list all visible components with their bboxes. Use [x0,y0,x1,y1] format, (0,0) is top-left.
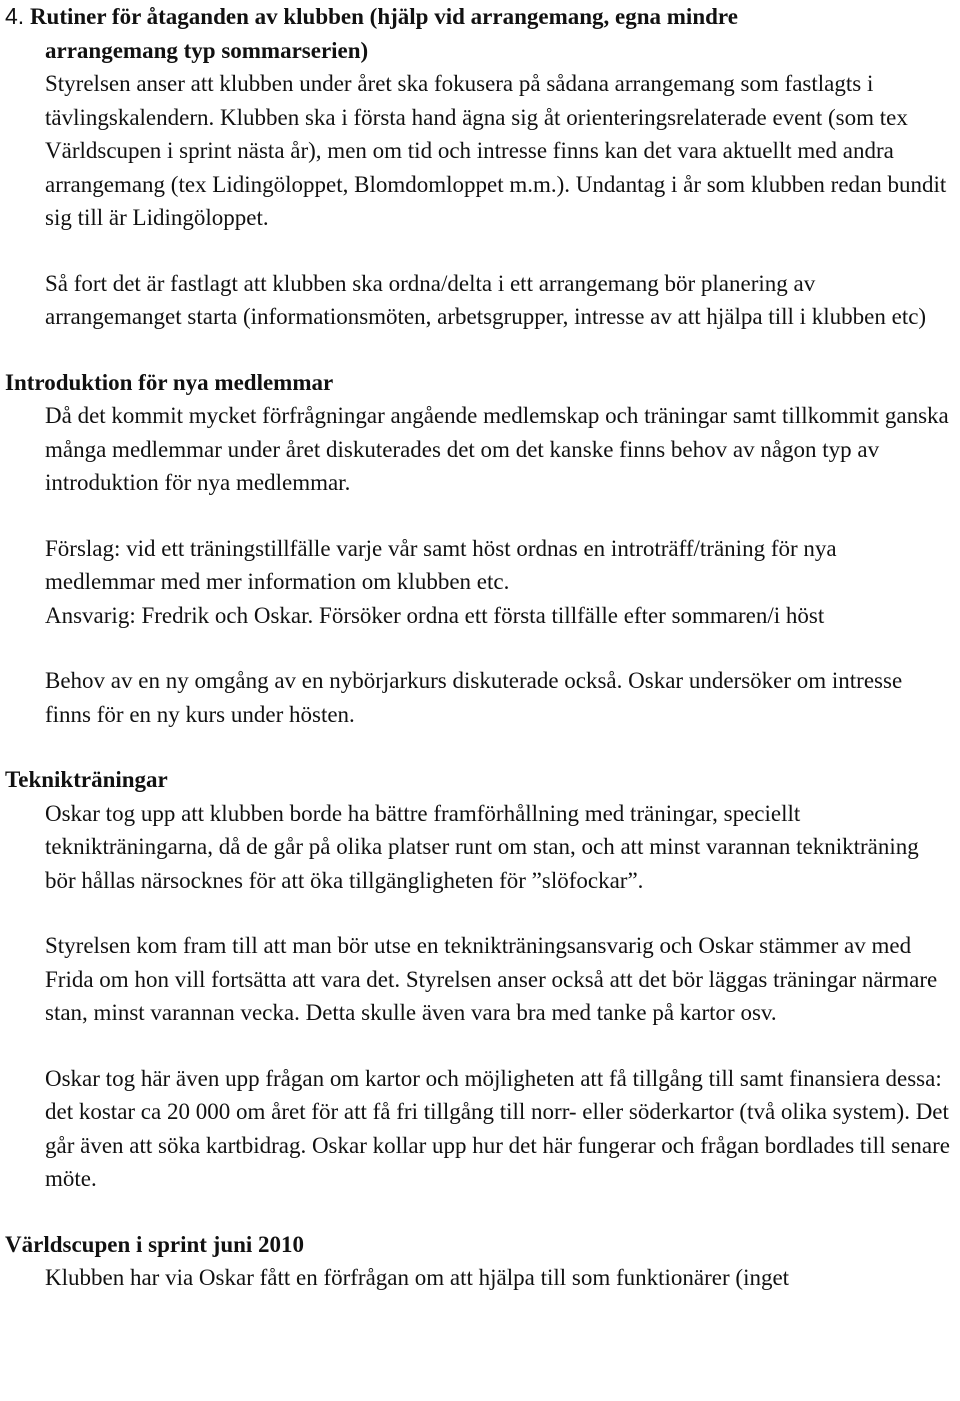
section-heading-teknikträningar: Teknikträningar [5,767,168,792]
vc-paragraph-1: Klubben har via Oskar fått en förfrågan om att hjälpa till som funktionärer (inget [45,1265,790,1290]
teknik-paragraph-3: Oskar tog här även upp frågan om kartor och möjligheten att få tillgång till samt finansiera dessa: det kostar ca 20 000 om året för att få fri tillgång till norr- eller söderkartor (två olika system). Det går även att söka kartbidrag. Oskar kollar upp hur det här fungerar och frågan bordlades till senare möte. [45,1065,950,1191]
intro-paragraph-3: Ansvarig: Fredrik och Oskar. Försöker ordna ett första tillfälle efter sommaren/i höst [45,602,825,628]
item-4-paragraph-2: Så fort det är fastlagt att klubben ska ordna/delta i ett arrangemang bör planering av arrangemanget starta (informationsmöten, arbetsgrupper, intresse av att hjälpa till i klubben etc) [45,270,927,329]
item-4-paragraph-1: Styrelsen anser att klubben under året ska fokusera på sådana arrangemang som fastlagts i tävlingskalendern. Klubben ska i första hand ägna sig åt orienteringsrelaterade event (som tex Världscupen i sprint nästa år), men om tid och intresse finns kan det vara aktuellt med andra arrangemang (tex Lidingöloppet, Blomdomloppet m.m.). Undantag i år som klubben redan bundit sig till är Lidingöloppet. [45,71,947,230]
item-number: 4. [5,3,25,29]
item-4-heading [0,0,960,67]
intro-paragraph-2: Förslag: vid ett träningstillfälle varje vår samt höst ordnas en introträff/träning för nya medlemmar med mer information om klubben etc. [45,535,837,594]
intro-paragraph-1: Då det kommit mycket förfrågningar angående medlemskap och träningar samt tillkommit ganska många medlemmar under året diskuterades det om det kanske finns behov av någon typ av introduktion för nya medlemmar. [45,403,949,495]
section-heading-introduktion: Introduktion för nya medlemmar [5,369,334,395]
teknik-paragraph-2: Styrelsen kom fram till att man bör utse en teknikträningsansvarig och Oskar stämmer av med Frida om hon vill fortsätta att vara det. Styrelsen anser också att det bör läggas träningar närmare stan, minst varannan vecka. Detta skulle även vara bra med tanke på kartor osv. [45,933,938,1025]
item-title-line-2: arrangemang typ sommarserien) [45,37,369,63]
item-title-line-1: Rutiner för åtaganden av klubben (hjälp vid arrangemang, egna mindre [29,4,738,29]
teknik-paragraph-1: Oskar tog upp att klubben borde ha bättre framförhållning med träningar, speciellt teknikträningarna, då de går på olika platser runt om stan, och att minst varannan teknikträning bör hållas närsocknes för att öka tillgängligheten för ”slöfockar”. [45,800,919,893]
section-heading-världscupen: Världscupen i sprint juni 2010 [5,1231,305,1257]
intro-paragraph-4: Behov av en ny omgång av en nybörjarkurs diskuterade också. Oskar undersöker om intresse finns för en ny kurs under hösten. [45,668,903,727]
